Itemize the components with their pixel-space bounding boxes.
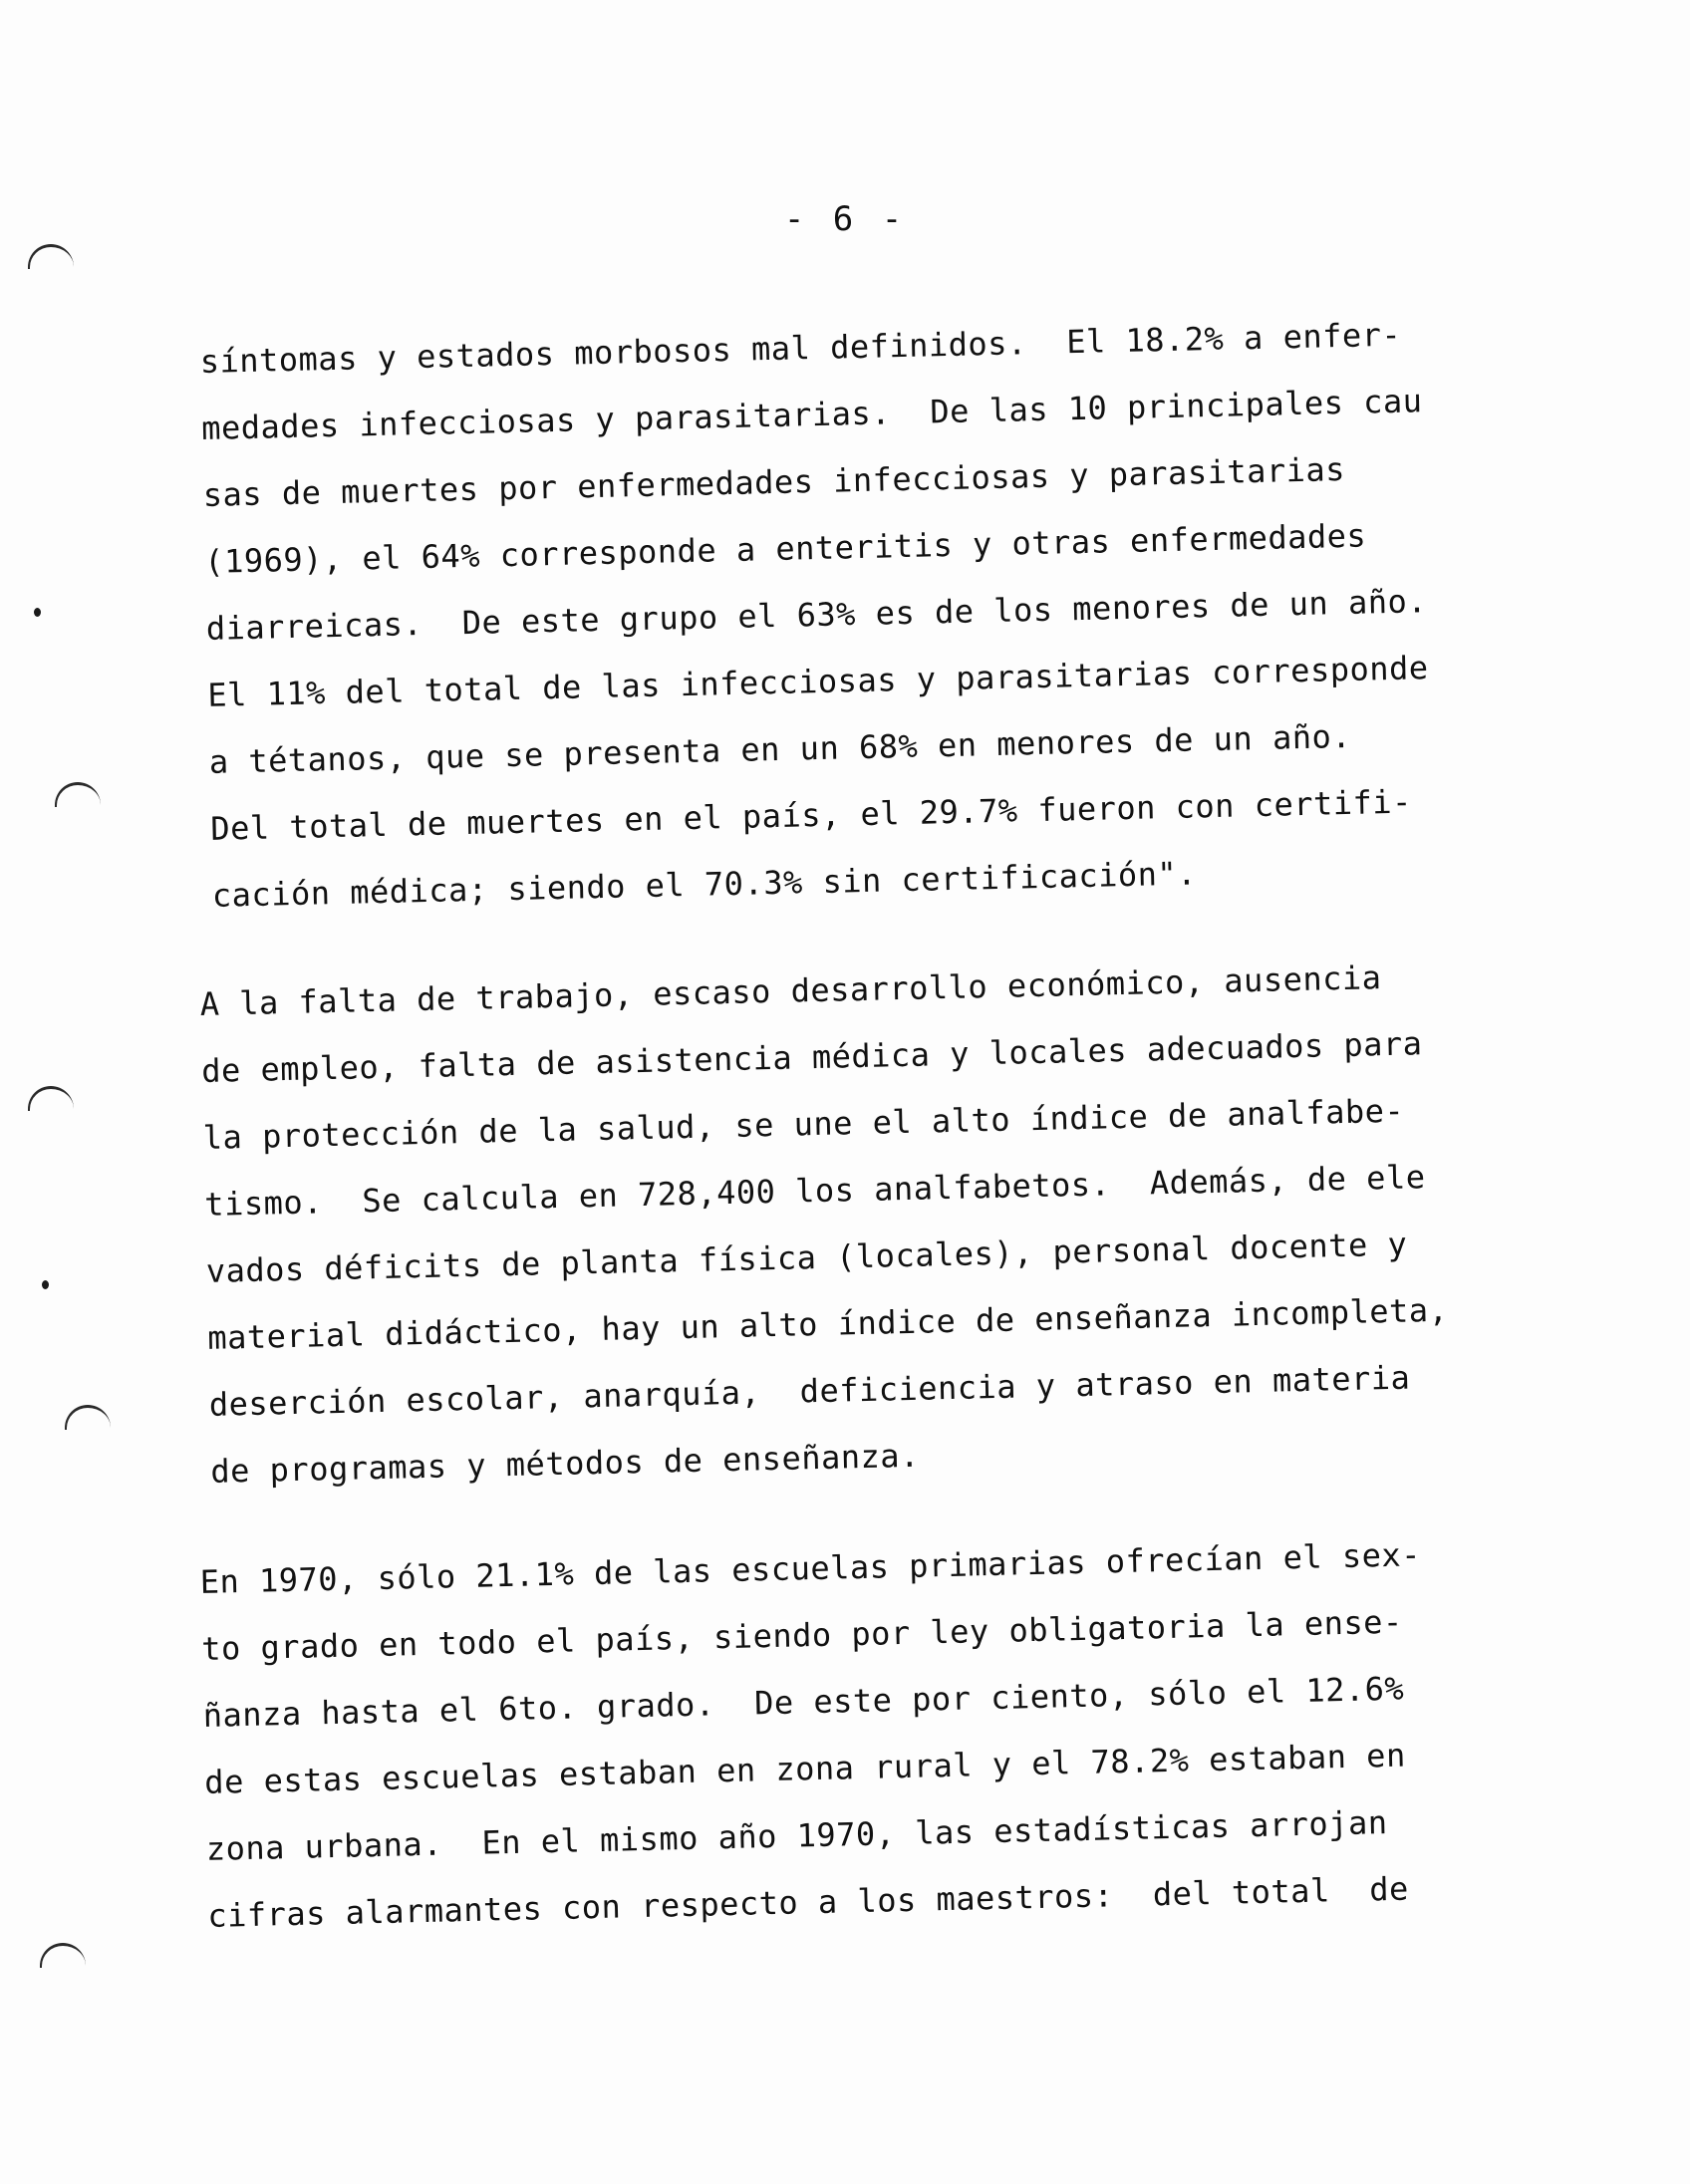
text-line: sas de muertes por enfermedades infecciosas y parasitarias xyxy=(202,449,1346,514)
text-line: de empleo, falta de asistencia médica y locales adecuados para xyxy=(200,1024,1423,1090)
text-line: diarreicas. De este grupo el 63% es de los menores de un año. xyxy=(205,582,1428,648)
ink-speck xyxy=(34,608,41,617)
text-line: to grado en todo el país, siendo por ley obligatoria la ense- xyxy=(200,1602,1404,1668)
binder-mark xyxy=(28,244,74,269)
text-line: En 1970, sólo 21.1% de las escuelas primarias ofrecían el sex- xyxy=(199,1535,1422,1601)
text-line: zona urbana. En el mismo año 1970, las estadísticas arrojan xyxy=(205,1803,1388,1868)
text-line: tismo. Se calcula en 728,400 los analfabetos. Además, de ele xyxy=(203,1158,1426,1224)
text-line: la protección de la salud, se une el alto índice de analfabe- xyxy=(202,1091,1405,1157)
text-line: vados déficits de planta física (locales), personal docente y xyxy=(205,1225,1408,1290)
text-line: deserción escolar, anarquía, deficiencia y atraso en materia xyxy=(208,1358,1411,1424)
text-line: medades infecciosas y parasitarias. De las 10 principales cau xyxy=(200,382,1423,447)
page-number: - 6 - xyxy=(783,199,907,239)
text-line: El 11% del total de las infecciosas y parasitarias corresponde xyxy=(206,649,1429,714)
paragraph-3 xyxy=(199,1520,1504,1950)
text-line: (1969), el 64% corresponde a enteritis y otras enfermedades xyxy=(203,516,1367,581)
paragraph-1 xyxy=(199,300,1508,930)
text-line: cación médica; siendo el 70.3% sin certificación". xyxy=(211,854,1198,915)
text-line: a tétanos, que se presenta en un 68% en menores de un año. xyxy=(208,716,1352,781)
text-line: de estas escuelas estaban en zona rural y el 78.2% estaban en xyxy=(203,1736,1407,1801)
text-line: de programas y métodos de enseñanza. xyxy=(209,1436,921,1491)
text-line: síntomas y estados morbosos mal definidos. El 18.2% a enfer- xyxy=(199,315,1402,381)
binder-mark xyxy=(65,1405,111,1430)
text-line: ñanza hasta el 6to. grado. De este por ciento, sólo el 12.6% xyxy=(202,1669,1405,1735)
binder-mark xyxy=(55,782,101,807)
paragraph-2 xyxy=(199,943,1507,1505)
ink-speck xyxy=(42,1280,49,1289)
binder-mark xyxy=(40,1943,86,1968)
text-line: Del total de muertes en el país, el 29.7% fueron con certifi- xyxy=(209,782,1413,848)
text-line: cifras alarmantes con respecto a los maestros: del total de xyxy=(206,1869,1410,1935)
text-line: material didáctico, hay un alto índice de enseñanza incompleta, xyxy=(206,1290,1449,1357)
text-line: A la falta de trabajo, escaso desarrollo económico, ausencia xyxy=(199,958,1382,1023)
binder-mark xyxy=(28,1086,74,1111)
